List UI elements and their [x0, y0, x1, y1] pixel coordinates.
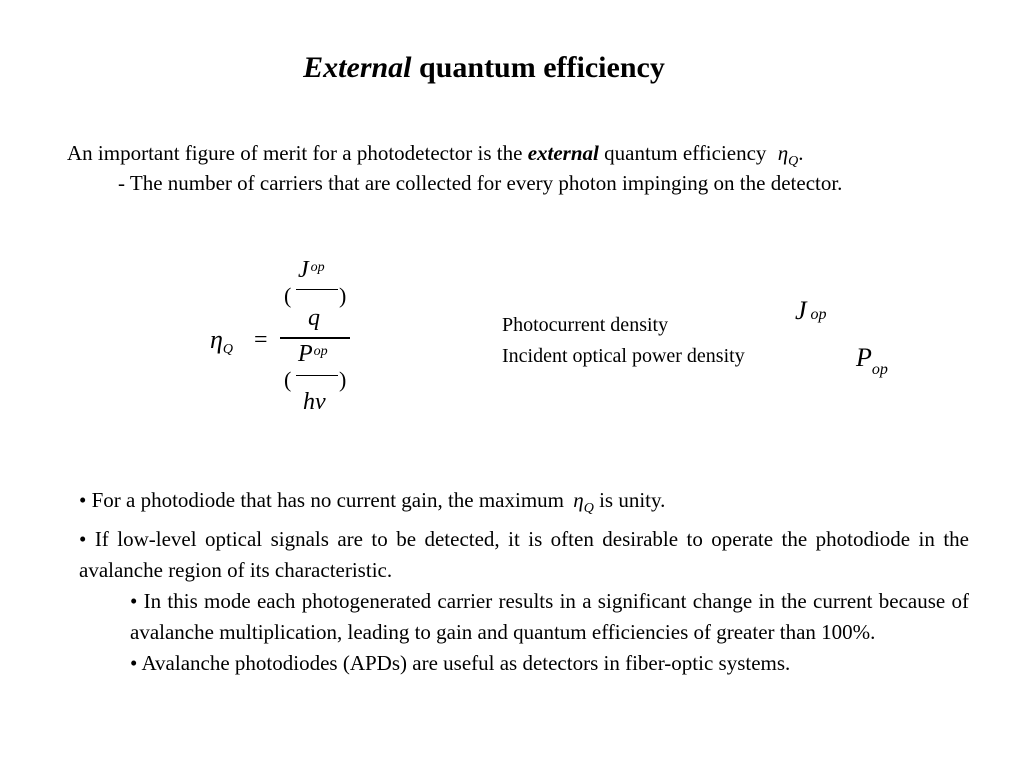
den-open-paren: ( — [284, 367, 292, 392]
bullet-text: In this mode each photogenerated carrier results in a significant change in the current because of avalanche multiplication, leading to gain and quantum efficiencies of greater than 100%. — [130, 589, 969, 644]
bullet-text: is unity. — [599, 488, 666, 512]
formula-equals: = — [254, 327, 268, 353]
sub-bullet-item — [130, 648, 969, 679]
eta-char: η — [777, 141, 789, 165]
num-close-paren: ) — [339, 283, 347, 308]
definition-row — [502, 341, 745, 372]
definitions — [502, 310, 745, 372]
bullet-text: Avalanche photodiodes (APDs) are useful as detectors in fiber-optic systems. — [141, 651, 791, 675]
eta-symbol — [777, 141, 799, 169]
eta-symbol — [573, 488, 594, 516]
intro-emphasis: external — [527, 141, 599, 165]
definition-label: Photocurrent density — [502, 314, 669, 336]
bullet-text: If low-level optical signals are to be detected, it is often desirable to operate the photodiode in the avalanche region of its characteristic. — [79, 527, 969, 582]
definition-symbol-main: J — [795, 296, 807, 325]
num-bottom: q — [308, 305, 320, 331]
definition-symbol — [856, 343, 888, 379]
title-rest: quantum efficiency — [419, 51, 665, 84]
sub-bullet-item — [130, 586, 969, 648]
num-top-sub: op — [310, 260, 325, 275]
bullet-list — [79, 485, 969, 679]
den-top-p: P — [298, 341, 313, 367]
intro-text-after: quantum efficiency — [604, 141, 767, 165]
intro-description: - The number of carriers that are collected for every photon impinging on the detector. — [118, 171, 843, 195]
bullet-marker: • — [79, 488, 87, 512]
num-top-j: J — [298, 257, 309, 283]
den-bottom: hν — [303, 389, 326, 415]
formula-lhs-sub: Q — [222, 342, 234, 357]
title-italic: External — [303, 51, 412, 84]
eta-sub: Q — [788, 154, 799, 169]
formula-lhs-eta: η — [210, 325, 223, 354]
bullet-marker: • — [79, 527, 87, 551]
main-fraction-line — [280, 337, 350, 339]
bullet-item — [79, 485, 969, 524]
definition-label: Incident optical power density — [502, 345, 745, 367]
efficiency-formula — [200, 255, 370, 425]
page-title — [0, 50, 968, 86]
eta-char: η — [573, 488, 584, 512]
den-top-sub: op — [313, 344, 328, 359]
num-inner-line — [296, 289, 338, 290]
bullet-item — [79, 524, 969, 586]
bullet-marker: • — [130, 589, 138, 613]
definition-row — [502, 310, 745, 341]
den-close-paren: ) — [339, 367, 347, 392]
den-top — [298, 341, 328, 368]
den-inner-line — [296, 375, 338, 376]
num-top — [298, 257, 325, 284]
bullet-marker: • — [130, 651, 138, 675]
intro-period: . — [798, 141, 804, 165]
definition-symbol-sub: op — [810, 306, 827, 323]
definition-symbol-main: P — [856, 343, 872, 372]
bullet-text: For a photodiode that has no current gain, the maximum — [91, 488, 565, 512]
formula-lhs — [210, 325, 233, 358]
eta-sub: Q — [583, 501, 594, 516]
intro-text-before: An important figure of merit for a photodetector is the — [67, 141, 523, 165]
num-open-paren: ( — [284, 283, 292, 308]
definition-symbol-sub: op — [871, 361, 888, 378]
definition-symbol — [795, 296, 827, 326]
